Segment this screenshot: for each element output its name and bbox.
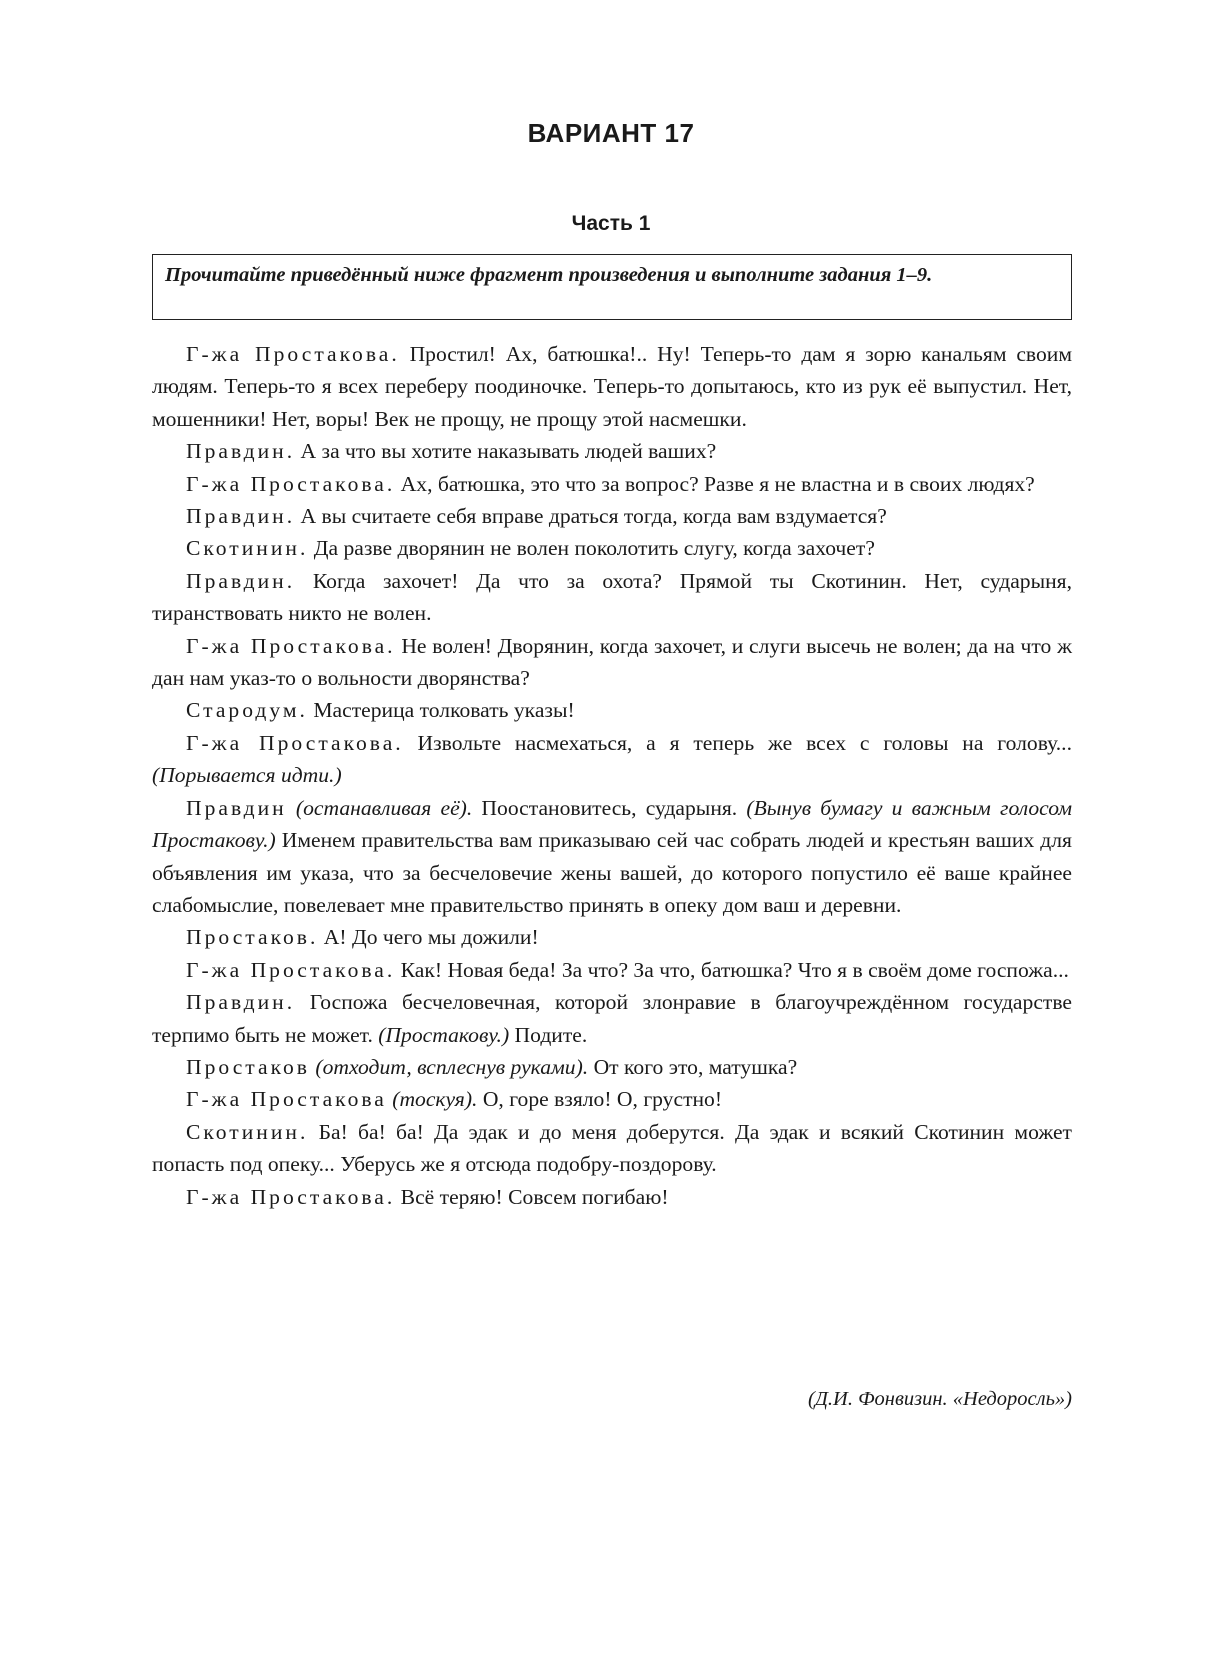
speech-text: От кого это, матушка? [588,1054,798,1079]
variant-title: ВАРИАНТ 17 [527,118,695,148]
speech-text: О, горе взяло! О, грустно! [477,1087,723,1112]
speech-text: А! До чего мы дожили! [323,925,539,950]
speech-text: А вы считаете себя вправе драться тогда, когда вам вздумается? [300,504,887,529]
dialogue-paragraph [152,532,1072,564]
speech-text: Госпожа бесчеловечная, которой злонравие в благоучреждённом государстве терпимо быть не может. [152,990,1072,1047]
instruction-box [152,254,1072,320]
speaker-name: Стародум. [186,698,308,723]
speech-text: Не волен! Дворянин, когда захочет, и слуги высечь не волен; да на что ж дан нам указ-то о вольности дворянства? [152,633,1072,691]
dialogue-text [152,338,1072,1213]
speech-text: Ах, батюшка, это что за вопрос? Разве я не властна и в своих людях? [400,471,1035,496]
dialogue-paragraph [152,1051,1072,1083]
speaker-name: Простаков. [186,925,319,950]
speaker-name: Правдин. [186,990,296,1015]
speaker-name: Правдин. [186,568,296,593]
dialogue-paragraph [152,954,1072,986]
stage-direction: (Вынув бумагу и важным голосом Простакову.) [152,795,1072,853]
instruction-text: Прочитайте приведённый ниже фрагмент произведения и выполните задания 1–9. [165,264,933,286]
stage-direction: (тоскуя). [392,1087,478,1112]
dialogue-paragraph [152,1116,1072,1181]
dialogue-paragraph [152,986,1072,1051]
speaker-name: Г-жа Простакова. [186,957,396,982]
dialogue-paragraph [152,338,1072,435]
speech-text: Ба! ба! ба! Да эдак и до меня доберутся. Да эдак и всякий Скотинин может попасть под опеку... Уберусь же я отсюда подобру-поздорову. [152,1119,1072,1177]
dialogue-paragraph [152,630,1072,695]
speaker-name: Г-жа Простакова. [186,730,404,755]
speaker-name: Г-жа Простакова. [186,633,396,658]
source-citation: (Д.И. Фонвизин. «Недоросль») [808,1388,1072,1410]
speech-text: Именем правительства вам приказываю сей час собрать людей и крестьян ваших для объявления им указа, что за бесчеловечие жены вашей, до которого попустило её ваше крайнее слабомыслие, повелевает мне правительство принять в опеку дом ваш и деревни. [152,828,1072,917]
speech-text: Извольте насмехаться, а я теперь же всех с головы на голову... [417,730,1072,755]
speaker-name: Скотинин. [186,1119,309,1144]
speaker-name: Правдин [186,795,287,820]
dialogue-paragraph [152,694,1072,726]
speech-text: Мастерица толковать указы! [313,698,575,723]
dialogue-paragraph [152,435,1072,467]
part-title: Часть 1 [571,212,651,235]
dialogue-paragraph [152,500,1072,532]
stage-direction: (Порывается идти.) [152,763,342,788]
speech-text: Всё теряю! Совсем погибаю! [400,1184,669,1209]
dialogue-paragraph [152,921,1072,953]
speaker-name: Правдин. [186,504,296,529]
speaker-name: Г-жа Простакова [186,1087,387,1112]
stage-direction: (отходит, всплеснув руками). [315,1054,589,1079]
speech-text: А за что вы хотите наказывать людей ваших? [300,439,717,464]
speaker-name: Скотинин. [186,536,309,561]
speaker-name: Простаков [186,1054,310,1079]
speaker-name: Г-жа Простакова. [186,1184,396,1209]
dialogue-paragraph [152,792,1072,922]
dialogue-paragraph [152,727,1072,792]
speech-text: Поостановитесь, сударыня. [472,795,747,820]
speech-text: Подите. [509,1022,588,1047]
stage-direction: (Простакову.) [378,1022,510,1047]
speech-text: Да разве дворянин не волен поколотить слугу, когда захочет? [313,536,875,561]
speaker-name: Г-жа Простакова. [186,342,400,366]
speaker-name: Г-жа Простакова. [186,471,396,496]
speech-text: Когда захочет! Да что за охота? Прямой ты Скотинин. Нет, сударыня, тиранствовать никто не волен. [152,568,1072,626]
dialogue-paragraph [152,468,1072,500]
speaker-name: Правдин. [186,439,296,464]
speech-text: Простил! Ах, батюшка!.. Ну! Теперь-то дам я зорю канальям своим людям. Теперь-то я всех переберу поодиночке. Теперь-то допытаюсь, кто из рук её выпустил. Нет, мошенники! Нет, воры! Век не прощу, не прощу этой насмешки. [152,342,1072,431]
dialogue-paragraph [152,1181,1072,1213]
dialogue-paragraph [152,565,1072,630]
stage-direction: (останавливая её). [295,795,473,820]
speech-text: Как! Новая беда! За что? За что, батюшка? Что я в своём доме госпожа... [400,957,1069,982]
dialogue-paragraph [152,1083,1072,1115]
